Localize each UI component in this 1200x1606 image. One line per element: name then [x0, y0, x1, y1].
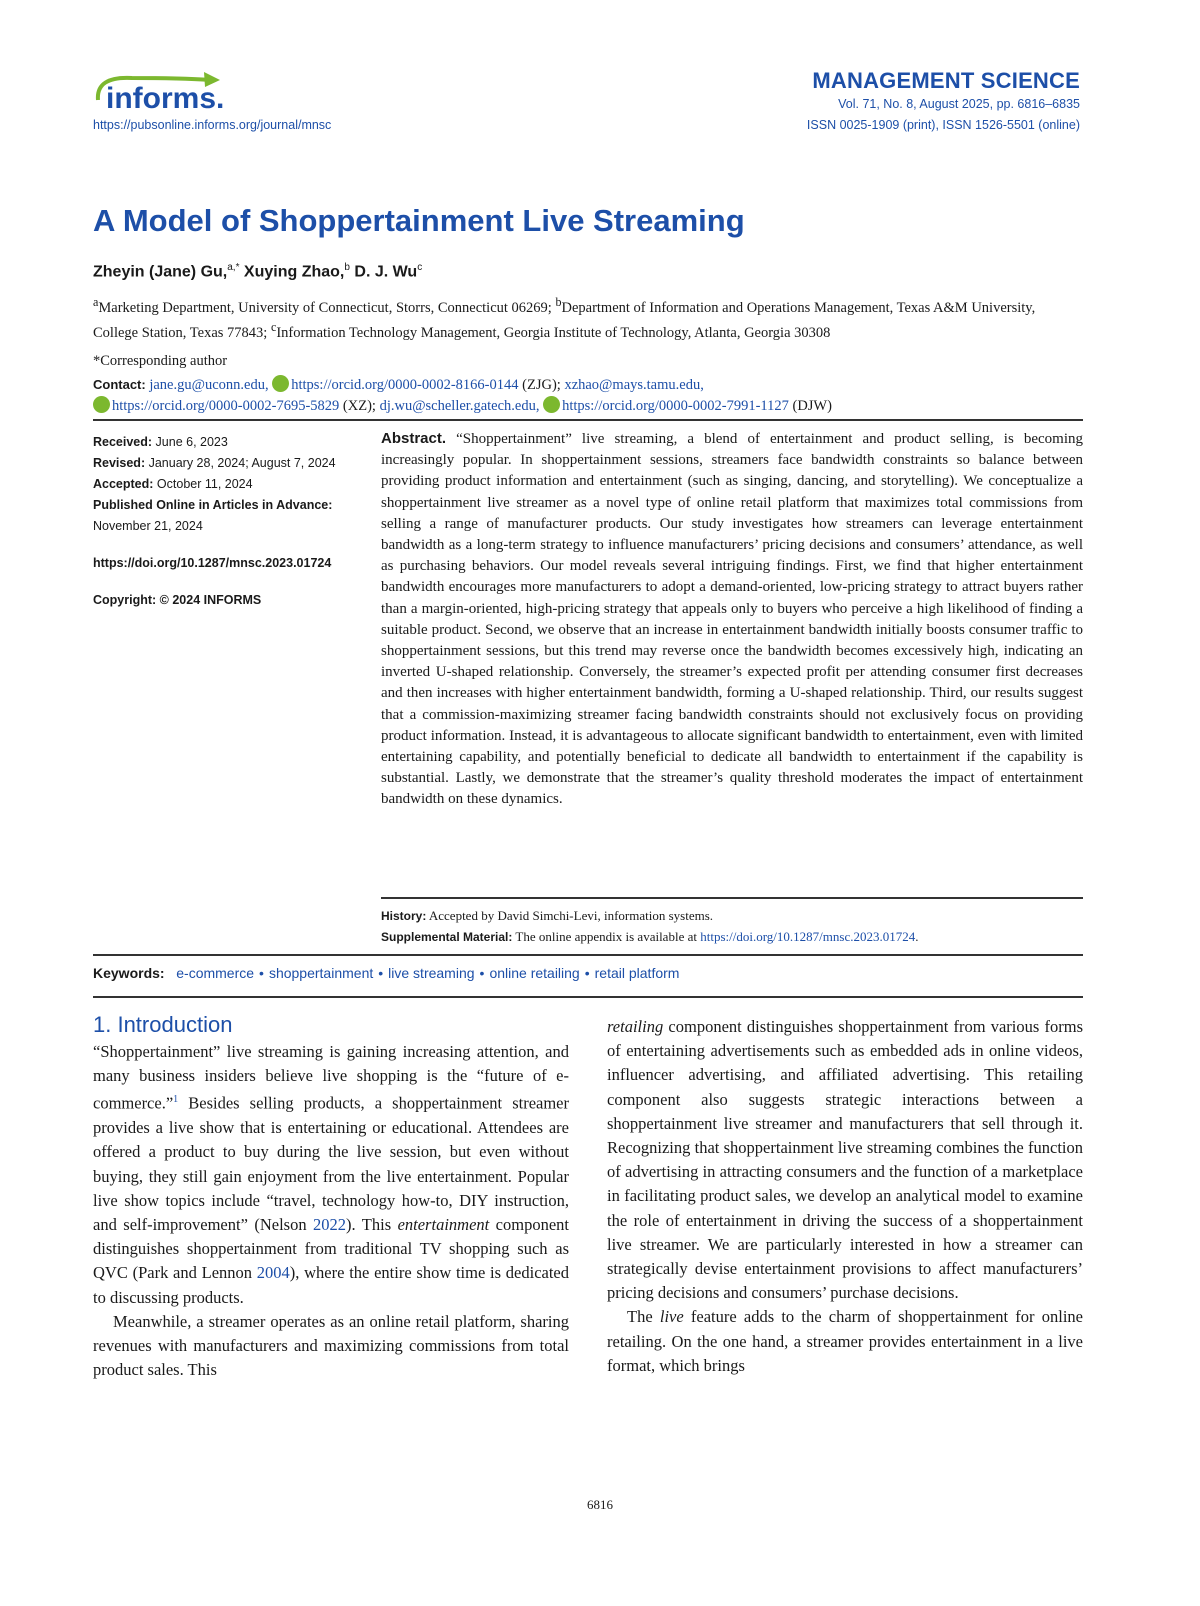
history-text: Accepted by David Simchi-Levi, information systems.	[426, 908, 714, 923]
history-note	[381, 905, 713, 927]
keyword-separator: •	[584, 965, 590, 981]
section-heading: 1. Introduction	[93, 1012, 233, 1037]
keywords-label: Keywords:	[93, 965, 165, 981]
emphasis: live	[659, 1307, 684, 1327]
corresponding-author-note: *Corresponding author	[93, 353, 228, 369]
orcid-author-tag: (DJW)	[792, 398, 832, 414]
supplemental-end: .	[915, 929, 919, 944]
informs-logo-text: informs.	[106, 82, 225, 115]
affiliations	[93, 293, 1083, 343]
supplemental-link[interactable]: https://doi.org/10.1287/mnsc.2023.01724	[700, 929, 916, 944]
abstract	[381, 428, 1083, 811]
keyword-separator: •	[259, 965, 264, 981]
emphasis: retailing	[607, 1017, 664, 1036]
citation-link[interactable]: 2004	[256, 1263, 290, 1283]
abstract-text: “Shoppertainment” live streaming, a blend of entertainment and product selling, is becoming increasingly popular. In shoppertainment sessions, streamers face bandwidth constraints so balance between providing product information and entertainment (such as singing, dancing, and storytelling). We conceptualize a shoppertainment live streamer as a novel type of online retail platform that maximizes total commissions from selling a range of manufacturer products. Our study investigates how streamers can leverage entertainment bandwidth as a long-term strategy to influence manufacturers’ pricing decisions and consumers’ attendance, as well as purchasing behaviors. Our model reveals several intriguing findings. First, we find that higher entertainment bandwidth encourages more manufacturers to adopt a demand-oriented, low-pricing strategy to attract buyers rather than a margin-oriented, high-pricing strategy that appeals only to buyers who perceive a high likelihood of finding a suitable product. Second, we observe that an increase in entertainment bandwidth initially boosts consumer traffic to shoppertainment sessions, but this trend may reverse once the bandwidth becomes excessively high, indicating an inverted U-shaped relationship. Conversely, the streamer’s expected profit per attending consumer first decreases and then increases with higher entertainment bandwidth, forming a U-shaped relationship. Third, our results suggest that a commission-maximizing streamer facing bandwidth constraints should not exclusively focus on providing product information. Instead, it is advantageous to allocate significant bandwidth to entertainment, even with limited entertaining capability, and potentially beneficial to dedicate all bandwidth to entertainment if the capability is substantial. Lastly, we demonstrate that the streamer’s quality threshold moderates the impact of entertainment bandwidth on these dynamics.	[381, 431, 1084, 808]
revised-date: January 28, 2024; August 7, 2024	[148, 456, 336, 470]
keyword-link[interactable]: e-commerce	[176, 965, 255, 981]
published-date: November 21, 2024	[93, 519, 203, 533]
orcid-link[interactable]: https://orcid.org/0000-0002-7991-1127	[562, 398, 789, 414]
author-affiliation-mark: c	[417, 262, 423, 273]
supplemental-text: The online appendix is available at	[512, 929, 701, 944]
keyword-link[interactable]: shoppertainment	[268, 965, 374, 981]
header-divider	[93, 419, 1083, 421]
contact-label: Contact:	[93, 377, 146, 392]
affiliation-mark: a	[93, 295, 99, 309]
orcid-author-tag: (ZJG);	[522, 377, 561, 393]
article-history-sidebar	[93, 432, 363, 611]
paragraph-text: component distinguishes shoppertainment from various forms of entertaining advertisements such as embedded ads in online videos, influencer advertising, and affiliated advertising. This retailing component also suggests strategic interactions between a shoppertainment live streamer and manufacturers that sell through it. Recognizing that shoppertainment live streaming combines the function of advertising in attracting consumers and the function of a marketplace in facilitating product sales, we develop an analytical model to examine the role of entertainment in driving the success of a shoppertainment live streamer. We are particularly interested in how a streamer can strategically devise entertainment provisions to affect manufacturers’ pricing decisions and consumers’ purchase decisions.	[607, 1017, 1083, 1303]
author-list	[93, 262, 422, 281]
keyword-link[interactable]: retail platform	[594, 965, 680, 981]
author-affiliation-mark: b	[344, 262, 350, 273]
author-name: Xuying Zhao,	[239, 263, 345, 281]
author-affiliation-mark: a,*	[227, 262, 240, 273]
email-link[interactable]: xzhao@mays.tamu.edu,	[564, 377, 704, 393]
author-name: Zheyin (Jane) Gu,	[93, 263, 228, 281]
abstract-label: Abstract.	[381, 430, 447, 447]
orcid-link[interactable]: https://orcid.org/0000-0002-8166-0144	[291, 377, 519, 393]
body-column-right	[607, 1015, 1083, 1378]
email-link[interactable]: dj.wu@scheller.gatech.edu,	[379, 398, 540, 414]
accepted-label: Accepted:	[93, 477, 154, 491]
revised-label: Revised:	[93, 456, 146, 470]
keyword-separator: •	[378, 965, 384, 981]
author-name: D. J. Wu	[349, 263, 418, 281]
body-column-left	[93, 1040, 569, 1382]
orcid-author-tag: (XZ);	[342, 398, 376, 414]
supplemental-note	[381, 926, 918, 948]
emphasis: entertainment	[397, 1214, 490, 1234]
paragraph-text: ), where the entire show time is dedicated to discussing products.	[93, 1263, 569, 1307]
published-label: Published Online in Articles in Advance:	[93, 498, 333, 512]
history-label: History:	[381, 909, 427, 923]
keywords-top-divider	[93, 954, 1083, 956]
paragraph	[607, 1015, 1083, 1305]
paragraph: Meanwhile, a streamer operates as an online retail platform, sharing revenues with manufacturers and maximizing commissions from total product sales. This	[93, 1311, 569, 1380]
issn-info: ISSN 0025-1909 (print), ISSN 1526-5501 (online)	[806, 118, 1080, 132]
affiliation-c: Information Technology Management, Georgia Institute of Technology, Atlanta, Georgia 30308	[276, 324, 831, 341]
doi-link[interactable]: https://doi.org/10.1287/mnsc.2023.01724	[93, 556, 332, 570]
received-label: Received:	[93, 435, 153, 449]
affiliation-mark: c	[270, 319, 277, 334]
paragraph	[607, 1305, 1083, 1378]
paragraph-text: feature adds to the charm of shoppertainment for online retailing. On the one hand, a streamer provides entertainment in a live format, which brings	[607, 1307, 1083, 1375]
supplemental-label: Supplemental Material:	[381, 930, 513, 944]
abstract-divider	[381, 897, 1083, 899]
email-link[interactable]: jane.gu@uconn.edu,	[149, 377, 269, 393]
keyword-link[interactable]: live streaming	[388, 965, 475, 981]
journal-url-link[interactable]: https://pubsonline.informs.org/journal/mnsc	[93, 118, 332, 132]
copyright: Copyright: © 2024 INFORMS	[93, 593, 262, 607]
affiliation-b: Department of Information and Operations Management, Texas A&M University, College Station, Texas 77843;	[93, 299, 1036, 341]
affiliation-a: Marketing Department, University of Connecticut, Storrs, Connecticut 06269;	[98, 299, 552, 316]
page-number: 6816	[587, 1497, 613, 1512]
paragraph	[93, 1040, 569, 1310]
paragraph-text: Besides selling products, a shoppertainment streamer provides a live show that is entertaining or educational. Attendees are offered a product to buy during the live session, but even without buying, they still gain enjoyment from the live entertainment. Popular live show topics include “travel, technology how-to, DIY instruction, and self-improvement” (Nelson	[93, 1093, 569, 1234]
volume-info: Vol. 71, No. 8, August 2025, pp. 6816–6835	[838, 97, 1080, 111]
orcid-icon	[543, 396, 560, 413]
orcid-link[interactable]: https://orcid.org/0000-0002-7695-5829	[112, 398, 340, 414]
informs-logo-arrow-icon	[92, 66, 252, 116]
footnote-link[interactable]: 1	[173, 1094, 179, 1106]
contact-info	[93, 374, 1083, 417]
accepted-date: October 11, 2024	[156, 477, 253, 491]
paragraph-text: ). This	[346, 1214, 398, 1234]
informs-logo	[92, 66, 252, 116]
citation-link[interactable]: 2022	[313, 1214, 347, 1234]
orcid-icon	[272, 375, 289, 392]
keyword-link[interactable]: online retailing	[489, 965, 580, 981]
affiliation-mark: b	[555, 295, 562, 309]
paragraph-text: “Shoppertainment” live streaming is gaining increasing attention, and many business insiders believe live shopping is the “future of e-commerce.”	[93, 1042, 569, 1113]
received-date: June 6, 2023	[155, 435, 228, 449]
keyword-separator: •	[479, 965, 485, 981]
paragraph-text: component distinguishes shoppertainment from traditional TV shopping such as QVC (Park and Lennon	[93, 1214, 569, 1283]
article-title: A Model of Shoppertainment Live Streaming	[93, 203, 745, 238]
journal-name: MANAGEMENT SCIENCE	[812, 68, 1080, 93]
orcid-icon	[93, 396, 110, 413]
keywords-bottom-divider	[93, 996, 1083, 998]
paragraph-text: The	[627, 1307, 660, 1327]
keywords	[93, 965, 679, 981]
